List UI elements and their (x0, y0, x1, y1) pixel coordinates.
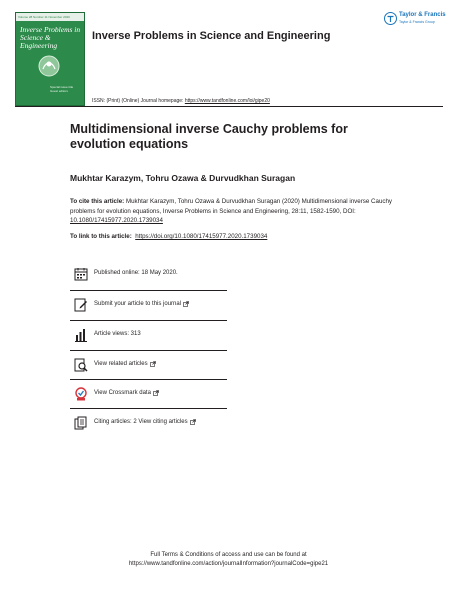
info-divider (70, 290, 227, 291)
article-views-row (70, 326, 227, 346)
published-online-row (70, 265, 227, 285)
link-label: To link to this article: (70, 233, 132, 240)
external-link-icon (190, 419, 196, 425)
info-divider (70, 320, 227, 321)
external-link-icon (153, 390, 159, 396)
citation-label: To cite this article: (70, 198, 125, 205)
terms-footer (0, 551, 457, 569)
related-articles-link[interactable] (70, 356, 227, 376)
journal-homepage-link[interactable]: https://www.tandfonline.com/loi/gipe20 (184, 98, 270, 104)
citation-doi-link[interactable]: 10.1080/17415977.2020.1739034 (70, 217, 163, 224)
citing-articles-text: Citing articles: 2 View citing articles (94, 419, 196, 425)
citation-block (70, 197, 400, 226)
related-articles-text: View related articles (94, 361, 156, 367)
submit-article-link[interactable] (70, 296, 227, 316)
citing-articles-link[interactable] (70, 414, 227, 434)
article-authors: Mukhtar Karazym, Tohru Ozawa & Durvudkhan Suragan (70, 173, 296, 183)
publisher-logo[interactable] (384, 10, 446, 30)
info-divider (70, 379, 227, 380)
issn-line (92, 98, 270, 104)
bar-chart-icon (74, 328, 88, 342)
terms-footer-link[interactable]: https://www.tandfonline.com/action/journalInformation?journalCode=gipe21 (128, 561, 329, 567)
journal-title: Inverse Problems in Science and Engineering (92, 30, 331, 42)
article-link-line (70, 233, 267, 240)
article-doi-link[interactable]: https://doi.org/10.1080/17415977.2020.1739034 (135, 233, 268, 240)
info-divider (70, 408, 227, 409)
crossmark-link[interactable] (70, 385, 227, 405)
cover-subtitle: Special issue title Guest editors (50, 85, 74, 93)
info-divider (70, 350, 227, 351)
issn-text: ISSN: (Print) (Online) Journal homepage: (92, 98, 185, 104)
external-link-icon (183, 301, 189, 307)
published-online-text: Published online: 18 May 2020. (94, 270, 178, 276)
calendar-icon (74, 267, 88, 281)
cover-top-band: Volume 28 Number 11 November 2020 (16, 13, 84, 21)
article-views-text: Article views: 313 (94, 331, 141, 337)
submit-article-text: Submit your article to this journal (94, 301, 189, 307)
external-link-icon (150, 361, 156, 367)
citation-text: Mukhtar Karazym, Tohru Ozawa & Durvudkhan Suragan (2020) Multidimensional inverse Cauchy problems for evolution equations, Inverse Problems in Science and Engineering, 28:11, 1582-1590, DOI: (70, 198, 393, 215)
citing-articles-icon (74, 416, 88, 430)
cover-emblem-icon (38, 55, 60, 77)
taylor-francis-logo-icon (384, 12, 397, 25)
terms-footer-text: Full Terms & Conditions of access and use can be found at (150, 552, 307, 558)
crossmark-icon (74, 387, 88, 401)
publisher-tagline: Taylor & Francis Group (399, 20, 435, 24)
crossmark-text: View Crossmark data (94, 390, 159, 396)
header-divider (15, 106, 443, 107)
article-title: Multidimensional inverse Cauchy problems for evolution equations (70, 122, 348, 151)
publisher-name: Taylor & Francis (399, 12, 446, 18)
cover-title: Inverse Problems in Science & Engineering (20, 25, 81, 50)
journal-cover-image (15, 12, 85, 106)
submit-article-icon (74, 298, 88, 312)
magnifier-icon (74, 358, 88, 372)
